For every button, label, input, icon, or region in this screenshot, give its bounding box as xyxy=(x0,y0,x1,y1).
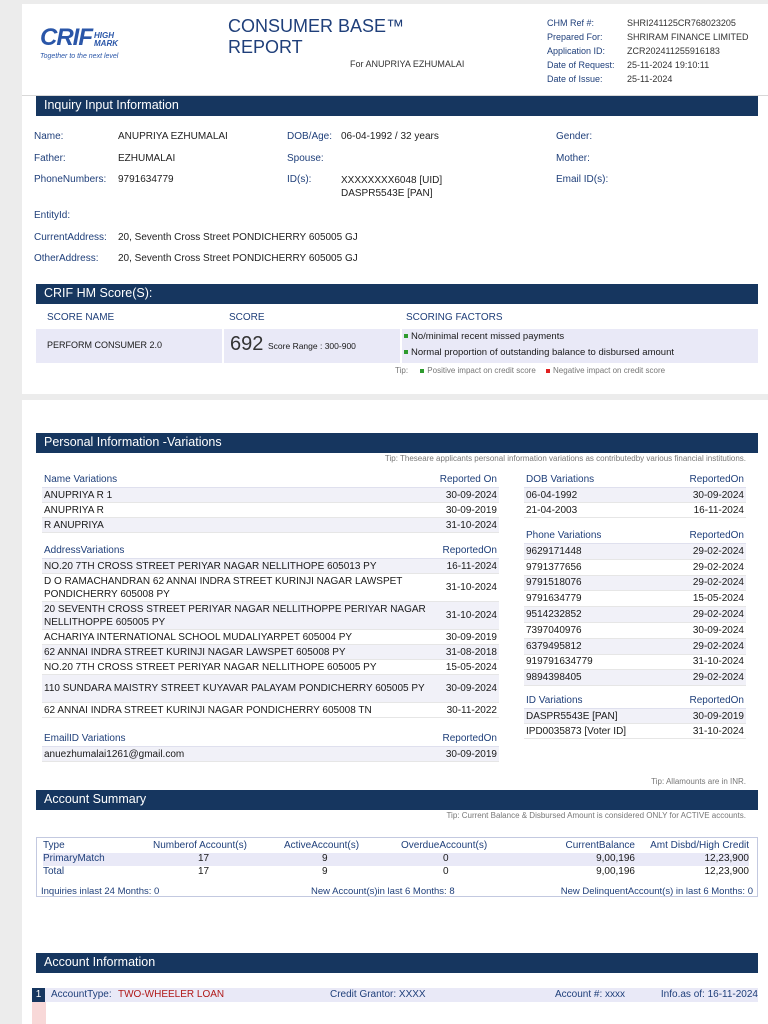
phone-value: 9791634779 xyxy=(118,174,174,185)
summary-row-total: Total 17 9 0 9,00,196 12,23,900 xyxy=(43,866,749,877)
email-var-header: EmailID Variations xyxy=(44,733,126,744)
logo-sub1: HIGH xyxy=(94,31,114,40)
table-row: anuezhumalai1261@gmail.com 30-09-2019 xyxy=(42,747,499,762)
table-row: 06-04-1992 30-09-2024 xyxy=(524,488,746,503)
account-info-row xyxy=(32,988,758,1002)
table-row: 9791518076 29-02-2024 xyxy=(524,576,746,592)
ref-row xyxy=(547,16,749,30)
table-row: IPD0035873 [Voter ID] 31-10-2024 xyxy=(524,724,746,739)
id-uid: XXXXXXXX6048 [UID] xyxy=(341,175,443,186)
new-delinquent-count: New DelinquentAccount(s) in last 6 Months: 0 xyxy=(560,886,753,897)
table-row: ANUPRIYA R 30-09-2019 xyxy=(42,503,499,518)
positive-impact-icon xyxy=(404,350,408,354)
ref-row xyxy=(547,58,749,72)
current-address-value: 20, Seventh Cross Street PONDICHERRY 605005 GJ xyxy=(118,232,358,243)
address-variations-table xyxy=(42,544,499,718)
table-row: NO.20 7TH CROSS STREET PERIYAR NAGAR NELLITHOPE 605013 PY 16-11-2024 xyxy=(42,559,499,574)
id-var-header: ID Variations xyxy=(526,695,583,706)
logo-brand: CRIF xyxy=(40,24,92,51)
inquiry-section-heading: Inquiry Input Information xyxy=(36,96,758,116)
reported-on-header: Reported On xyxy=(439,474,497,485)
reported-on-header: ReportedOn xyxy=(442,733,497,744)
account-status-marker xyxy=(32,1002,46,1024)
account-summary-table xyxy=(36,837,758,897)
negative-legend-icon xyxy=(546,369,550,373)
dob-label: DOB/Age: xyxy=(287,131,333,142)
name-var-rows xyxy=(42,488,499,533)
phone-var-header: Phone Variations xyxy=(526,530,602,541)
table-row: 7397040976 30-09-2024 xyxy=(524,623,746,639)
table-row: 110 SUNDARA MAISTRY STREET KUYAVAR PALAYAM PONDICHERRY 605005 PY 30-09-2024 xyxy=(42,675,499,703)
table-row: D O RAMACHANDRAN 62 ANNAI INDRA STREET KURINJI NAGAR LAWSPET PONDICHERRY 605008 PY 31-10-2024 xyxy=(42,574,499,602)
report-title xyxy=(228,16,404,58)
scoring-factor: Normal proportion of outstanding balance to disbursed amount xyxy=(404,347,674,358)
info-as-of: Info.as of: 16-11-2024 xyxy=(660,989,758,1000)
table-row: R ANUPRIYA 31-10-2024 xyxy=(42,518,499,533)
ref-label: CHM Ref #: xyxy=(547,18,595,28)
table-row: 62 ANNAI INDRA STREET KURINJI NAGAR LAWSPET 605008 PY 31-08-2018 xyxy=(42,645,499,660)
reported-on-header: ReportedOn xyxy=(689,530,744,541)
spouse-label: Spouse: xyxy=(287,153,324,164)
entity-label: EntityId: xyxy=(34,210,71,221)
ref-label: Prepared For: xyxy=(547,32,603,42)
summary-row-primary: PrimaryMatch 17 9 0 9,00,196 12,23,900 xyxy=(43,853,749,864)
score-section-heading: CRIF HM Score(S): xyxy=(36,284,758,304)
address-var-header: AddressVariations xyxy=(44,545,125,556)
ref-label: Date of Issue: xyxy=(547,74,603,84)
account-type-value: TWO-WHEELER LOAN xyxy=(118,989,225,1000)
name-var-header: Name Variations xyxy=(44,474,118,485)
logo-tagline: Together to the next level xyxy=(40,53,119,60)
ids-value xyxy=(341,174,442,200)
tip-label: Tip: xyxy=(395,366,409,375)
dob-var-header: DOB Variations xyxy=(526,474,595,485)
ref-value: 25-11-2024 19:10:11 xyxy=(627,60,710,70)
ref-value: SHRIRAM FINANCE LIMITED xyxy=(627,32,749,42)
account-info-heading: Account Information xyxy=(36,953,758,973)
reference-block xyxy=(547,16,749,86)
tip-negative: Negative impact on credit score xyxy=(553,366,666,375)
ref-row xyxy=(547,30,749,44)
summary-header-row: Type Numberof Account(s) ActiveAccount(s) OverdueAccount(s) CurrentBalance Amt Disbd/High Credit xyxy=(43,840,749,851)
inr-tip: Tip: Allamounts are in INR. xyxy=(651,777,746,786)
col-score-name: SCORE NAME xyxy=(47,312,115,323)
dob-variations-table xyxy=(524,473,746,518)
table-row: ACHARIYA INTERNATIONAL SCHOOL MUDALIYARPET 605004 PY 30-09-2019 xyxy=(42,630,499,645)
account-type-label: AccountType: xyxy=(51,989,112,1000)
report-page-2 xyxy=(22,400,768,1024)
col-scoring-factors: SCORING FACTORS xyxy=(406,312,503,323)
ref-row xyxy=(547,44,749,58)
ref-value: ZCR202411255916183 xyxy=(627,46,720,56)
table-row: 20 SEVENTH CROSS STREET PERIYAR NAGAR NELLITHOPPE PERIYAR NAGAR NELLITHOPPE 605005 PY 31-10-2024 xyxy=(42,602,499,630)
report-title-line2: REPORT xyxy=(228,37,303,57)
table-row: 6379495812 29-02-2024 xyxy=(524,639,746,655)
name-label: Name: xyxy=(34,131,64,142)
email-variations-table xyxy=(42,732,499,762)
table-row: ANUPRIYA R 1 30-09-2024 xyxy=(42,488,499,503)
logo-sub2: MARK xyxy=(94,39,118,48)
phone-variations-table xyxy=(524,529,746,686)
mother-label: Mother: xyxy=(556,153,590,164)
report-header xyxy=(22,4,768,96)
reported-on-header: ReportedOn xyxy=(689,695,744,706)
ref-row xyxy=(547,72,749,86)
account-summary-heading: Account Summary xyxy=(36,790,758,810)
table-row: 21-04-2003 16-11-2024 xyxy=(524,503,746,518)
credit-grantor: Credit Grantor: XXXX xyxy=(330,989,426,1000)
ref-label: Date of Request: xyxy=(547,60,615,70)
phone-label: PhoneNumbers: xyxy=(34,174,107,185)
summary-tip: Tip: Current Balance & Disbursed Amount is considered ONLY for ACTIVE accounts. xyxy=(446,811,746,820)
report-title-line1: CONSUMER BASE™ xyxy=(228,16,405,36)
id-pan: DASPR5543E [PAN] xyxy=(341,188,433,199)
score-name: PERFORM CONSUMER 2.0 xyxy=(47,340,163,350)
inquiries-count: Inquiries inlast 24 Months: 0 xyxy=(41,886,160,897)
table-row: 62 ANNAI INDRA STREET KURINJI NAGAR PONDICHERRY 605008 TN 30-11-2022 xyxy=(42,703,499,718)
personal-tip: Tip: Theseare applicants personal information variations as contributedby various financial institutions. xyxy=(384,454,746,463)
tip-positive: Positive impact on credit score xyxy=(427,366,536,375)
other-address-label: OtherAddress: xyxy=(34,253,99,264)
table-row: 9894398405 29-02-2024 xyxy=(524,670,746,686)
table-row: NO.20 7TH CROSS STREET PERIYAR NAGAR NELLITHOPE 605005 PY 15-05-2024 xyxy=(42,660,499,675)
crif-logo xyxy=(40,24,150,60)
score-value: 692 xyxy=(230,333,264,355)
report-for: For ANUPRIYA EZHUMALAI xyxy=(350,59,465,69)
scoring-factor: No/minimal recent missed payments xyxy=(404,331,564,342)
table-row: 919791634779 31-10-2024 xyxy=(524,655,746,671)
account-index: 1 xyxy=(32,988,45,1002)
positive-legend-icon xyxy=(420,369,424,373)
address-var-rows xyxy=(42,559,499,718)
father-value: EZHUMALAI xyxy=(118,153,176,164)
id-variations-table xyxy=(524,694,746,739)
ids-label: ID(s): xyxy=(287,174,312,185)
report-page-1 xyxy=(22,4,768,394)
col-score: SCORE xyxy=(229,312,265,323)
ref-label: Application ID: xyxy=(547,46,606,56)
ref-value: 25-11-2024 xyxy=(627,74,673,84)
table-row: 9791634779 15-05-2024 xyxy=(524,591,746,607)
ref-value: SHRI241125CR768023205 xyxy=(627,18,736,28)
reported-on-header: ReportedOn xyxy=(689,474,744,485)
table-row: 9514232852 29-02-2024 xyxy=(524,607,746,623)
gender-label: Gender: xyxy=(556,131,593,142)
account-number: Account #: xxxx xyxy=(555,989,626,1000)
new-accounts-count: New Account(s)in last 6 Months: 8 xyxy=(311,886,455,897)
personal-section-heading: Personal Information -Variations xyxy=(36,433,758,453)
table-row: 9791377656 29-02-2024 xyxy=(524,560,746,576)
name-variations-table xyxy=(42,473,499,533)
email-label: Email ID(s): xyxy=(556,174,609,185)
table-row: DASPR5543E [PAN] 30-09-2019 xyxy=(524,709,746,724)
score-range: Score Range : 300-900 xyxy=(268,341,356,351)
score-row xyxy=(36,329,758,363)
father-label: Father: xyxy=(34,153,66,164)
name-value: ANUPRIYA EZHUMALAI xyxy=(118,131,228,142)
dob-value: 06-04-1992 / 32 years xyxy=(341,131,439,142)
other-address-value: 20, Seventh Cross Street PONDICHERRY 605005 GJ xyxy=(118,253,358,264)
positive-impact-icon xyxy=(404,334,408,338)
score-tip xyxy=(395,366,665,375)
table-row: 9629171448 29-02-2024 xyxy=(524,544,746,560)
reported-on-header: ReportedOn xyxy=(442,545,497,556)
current-address-label: CurrentAddress: xyxy=(34,232,107,243)
